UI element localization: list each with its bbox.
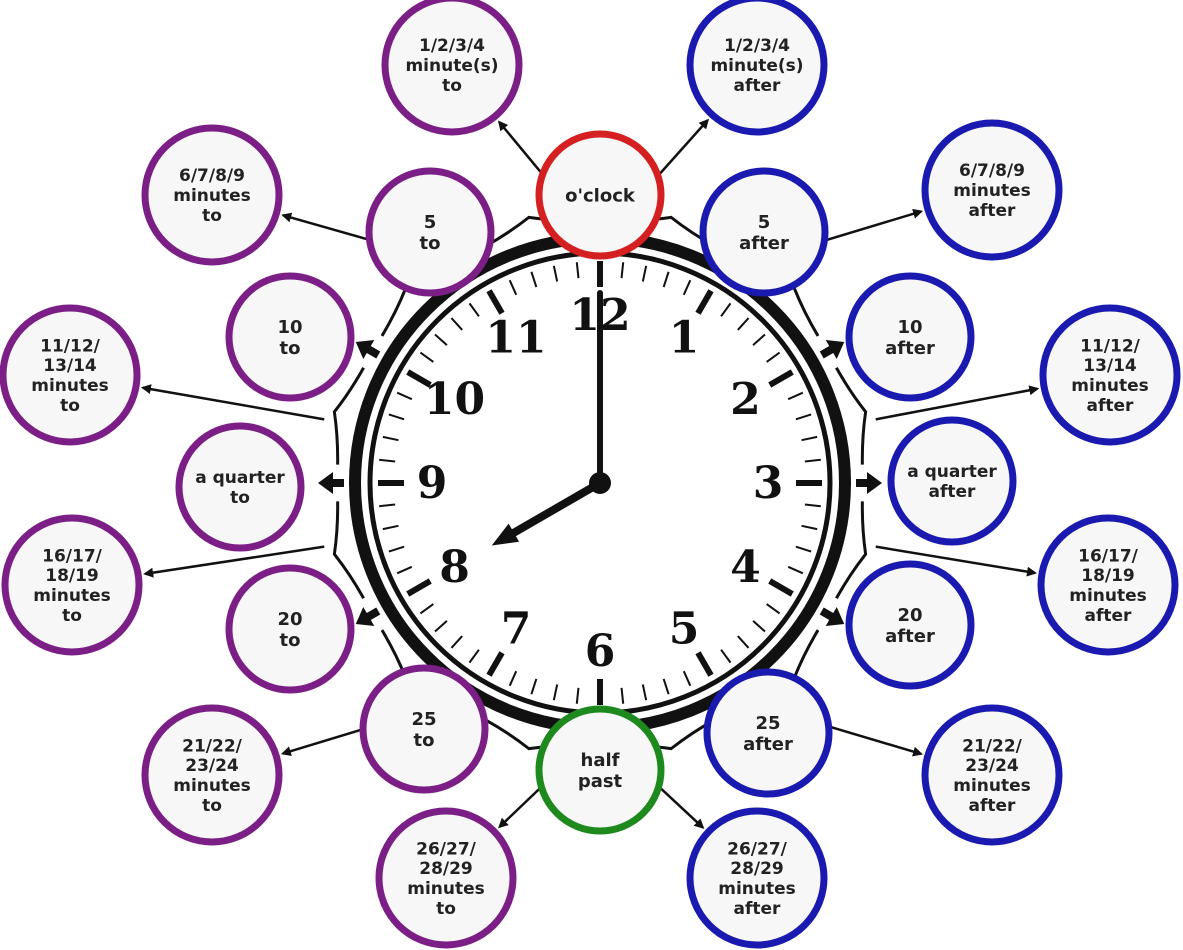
bubble-1-4-after xyxy=(690,0,824,132)
bubble-label: 25 xyxy=(755,712,781,734)
clock-number: 5 xyxy=(668,603,700,655)
clock-number: 4 xyxy=(730,542,761,593)
bubble-label: 5 xyxy=(757,211,771,233)
bubble-label: 6/7/8/9 xyxy=(959,161,1025,182)
bubble-5-after xyxy=(703,171,825,293)
bubble-25-after xyxy=(707,672,829,794)
arrow-head xyxy=(867,472,882,494)
bubble-label: minutes xyxy=(953,776,1031,797)
bubble-label: 11/12/ xyxy=(1080,336,1140,357)
bubble-label: minute(s) xyxy=(405,56,499,77)
bubble-label: 5 xyxy=(423,211,437,233)
bubble-label: to xyxy=(279,338,301,360)
bubble-label: minutes xyxy=(173,186,251,207)
bubble-label: 16/17/ xyxy=(1078,546,1138,567)
bubble-oclock xyxy=(539,134,661,256)
bubble-label: 18/19 xyxy=(1081,566,1135,587)
bubble-11-14-to xyxy=(3,308,137,442)
bubble-label: half xyxy=(580,749,620,771)
bubble-label: after xyxy=(968,795,1016,816)
outward-arrow-icon xyxy=(350,601,384,633)
clock-number: 10 xyxy=(423,374,486,425)
bubble-label: o'clock xyxy=(565,185,635,207)
bubble-label: 20 xyxy=(897,604,923,626)
bubble-label: minutes xyxy=(407,879,485,900)
bubble-label: 1/2/3/4 xyxy=(419,36,485,57)
bubble-label: minutes xyxy=(1071,376,1149,397)
bubble-label: minutes xyxy=(718,879,796,900)
bubble-26-29-after xyxy=(690,811,824,945)
bubble-20-to xyxy=(229,568,351,690)
bubble-label: minutes xyxy=(33,586,111,607)
arrow-head xyxy=(318,472,333,494)
outward-arrow-icon xyxy=(350,332,384,364)
bubble-label: minutes xyxy=(953,181,1031,202)
arrow-shaft xyxy=(332,479,344,487)
clock-number: 7 xyxy=(500,603,532,655)
bubble-label: 13/14 xyxy=(43,356,97,377)
outward-arrow-icon xyxy=(856,472,882,494)
bubble-label: 26/27/ xyxy=(416,839,476,860)
bubble-21-24-after xyxy=(925,708,1059,842)
bubble-label: 23/24 xyxy=(965,756,1019,777)
bubble-label: 11/12/ xyxy=(40,336,100,357)
arrow-shaft xyxy=(856,479,868,487)
bubble-label: to xyxy=(230,488,250,509)
clock-number: 8 xyxy=(439,542,470,593)
bubble-label: minutes xyxy=(173,776,251,797)
bubble-6-9-after xyxy=(925,123,1059,257)
clock-number: 12 xyxy=(569,290,631,341)
bubble-label: after xyxy=(733,898,781,919)
bubble-label: minutes xyxy=(31,376,109,397)
bubble-label: to xyxy=(279,630,301,652)
bubble-label: a quarter xyxy=(195,468,285,489)
bubble-label: past xyxy=(577,771,623,793)
bubble-label: 18/19 xyxy=(45,566,99,587)
outward-arrow-icon xyxy=(816,601,850,633)
bubble-label: 21/22/ xyxy=(182,736,242,757)
bubble-11-14-after xyxy=(1043,308,1177,442)
bubble-label: after xyxy=(739,233,789,255)
bubble-label: 20 xyxy=(277,608,303,630)
bubble-label: to xyxy=(202,795,222,816)
clock-number: 11 xyxy=(485,312,547,364)
bubble-label: to xyxy=(413,730,435,752)
bubble-label: after xyxy=(885,626,935,648)
bubble-label: minute(s) xyxy=(710,56,804,77)
clock-number: 3 xyxy=(752,458,784,509)
bubble-label: after xyxy=(968,201,1016,222)
bubble-6-9-to xyxy=(145,128,279,262)
bubble-label: to xyxy=(436,898,456,919)
bubble-26-29-to xyxy=(379,811,513,945)
bubble-label: 28/29 xyxy=(419,859,473,880)
bubble-label: after xyxy=(743,734,793,756)
bubble-label: 10 xyxy=(277,316,303,338)
bubble-21-24-to xyxy=(145,708,279,842)
clock-number: 6 xyxy=(584,626,616,677)
bubble-25-to xyxy=(363,668,485,790)
bubble-label: after xyxy=(733,76,781,97)
bubble-label: 10 xyxy=(897,316,923,338)
bubble-label: after xyxy=(885,338,935,360)
bubble-20-after xyxy=(849,564,971,686)
clock-center-pin xyxy=(589,472,611,494)
clock-number: 9 xyxy=(416,458,448,509)
bubble-1-4-to xyxy=(385,0,519,132)
bubble-5-to xyxy=(369,171,491,293)
bubble-label: after xyxy=(1086,395,1134,416)
bubble-label: to xyxy=(442,76,462,97)
bubble-label: 16/17/ xyxy=(42,546,102,567)
bubble-label: 28/29 xyxy=(730,859,784,880)
bubble-label: a quarter xyxy=(907,462,997,483)
bubble-label: after xyxy=(928,482,976,503)
bubble-quarter-after xyxy=(891,420,1013,542)
bubble-label: after xyxy=(1084,605,1132,626)
bubble-label: 25 xyxy=(411,708,437,730)
bubble-label: 23/24 xyxy=(185,756,239,777)
outward-arrow-icon xyxy=(318,472,344,494)
bubble-label: to xyxy=(419,233,441,255)
bubble-label: minutes xyxy=(1069,586,1147,607)
bubble-label: 1/2/3/4 xyxy=(724,36,790,57)
bubble-label: to xyxy=(202,206,222,227)
bubble-16-19-after xyxy=(1041,518,1175,652)
bubble-10-to xyxy=(229,276,351,398)
bubble-label: 13/14 xyxy=(1083,356,1137,377)
bubble-label: 26/27/ xyxy=(727,839,787,860)
bubble-10-after xyxy=(849,276,971,398)
bubble-label: to xyxy=(62,605,82,626)
clock-face xyxy=(355,238,845,728)
bubble-half-past xyxy=(539,709,661,831)
bubble-label: 21/22/ xyxy=(962,736,1022,757)
clock-number: 1 xyxy=(668,312,700,364)
bubble-quarter-to xyxy=(179,426,301,548)
clock-number: 2 xyxy=(730,374,761,425)
bubble-label: 6/7/8/9 xyxy=(179,166,245,187)
outward-arrow-icon xyxy=(816,332,850,364)
bubble-label: to xyxy=(60,395,80,416)
bubble-16-19-to xyxy=(5,518,139,652)
